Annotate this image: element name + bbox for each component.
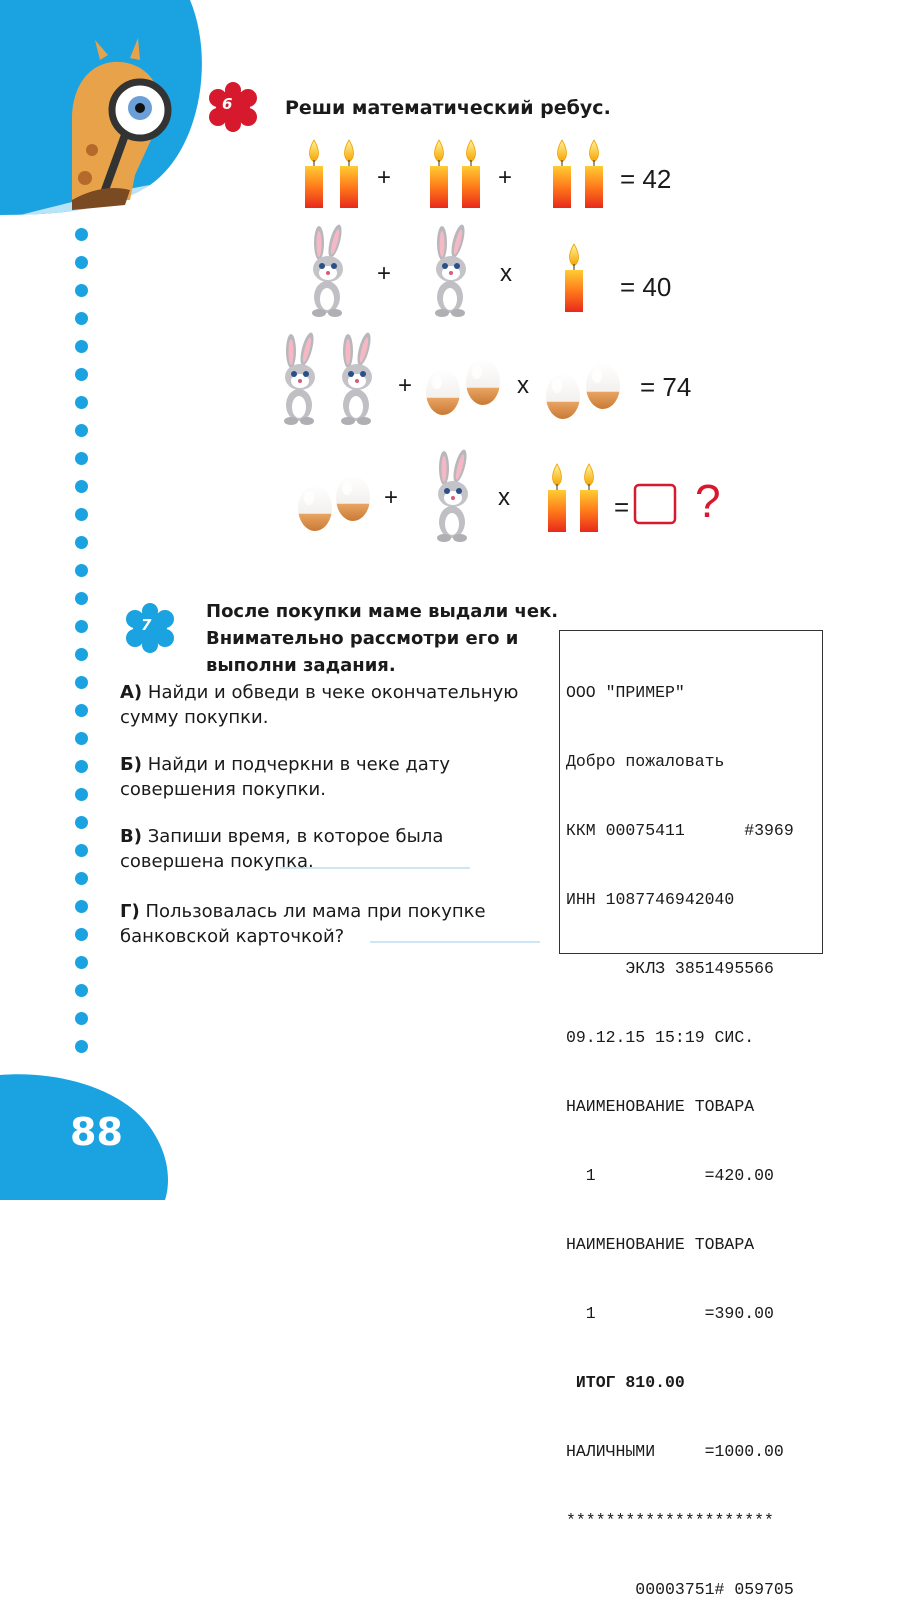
operator: x: [517, 372, 529, 399]
task7-item-a: А) Найди и обведи в чеке окончательную сумму покупки.: [120, 682, 519, 728]
operator: +: [377, 260, 392, 287]
task7-item-d: Г) Пользовалась ли мама при покупке банковской карточкой?: [120, 901, 486, 947]
receipt-line: *********************: [566, 1511, 774, 1530]
page-number: 88: [70, 1110, 123, 1154]
egg-pair-icon: [298, 475, 370, 531]
receipt-line: 00003751# 059705: [566, 1580, 794, 1599]
receipt: [559, 630, 823, 1599]
receipt-line: Добро пожаловать: [566, 752, 725, 771]
receipt-line: 09.12.15 15:19 СИС.: [566, 1028, 755, 1047]
candle-pair-icon: [305, 140, 358, 208]
task7-number: 7: [141, 616, 152, 634]
receipt-line: НАЛИЧНЫМИ =1000.00: [566, 1442, 784, 1461]
task7-item-b: Б) Найди и подчеркни в чеке дату совершения покупки.: [120, 754, 450, 800]
receipt-line: 1 =390.00: [566, 1304, 774, 1323]
candle-pair-icon: [548, 464, 598, 532]
operator: +: [384, 484, 399, 511]
candle-icon: [565, 244, 583, 312]
equation-result: = 42: [620, 164, 672, 194]
receipt-line: ЭКЛЗ 3851495566: [566, 959, 774, 978]
task7-item-c: В) Запиши время, в которое была совершена покупка.: [120, 826, 444, 872]
bunny-icon: [437, 448, 469, 542]
operator: +: [377, 164, 392, 191]
egg-pair-icon: [546, 363, 620, 419]
bunny-icon: [435, 223, 467, 317]
candle-pair-icon: [553, 140, 603, 208]
task6-number: 6: [222, 95, 233, 113]
task6-badge-icon: [209, 82, 257, 132]
bunny-icon: [312, 223, 344, 317]
candle-pair-icon: [430, 140, 480, 208]
operator: +: [498, 164, 513, 191]
task7-title: После покупки маме выдали чек. Внимательно рассмотри его и выполни задания.: [206, 601, 559, 676]
answer-box: [635, 485, 675, 523]
operator: x: [500, 260, 512, 287]
operator: x: [498, 484, 510, 511]
equation-result: = 74: [640, 372, 692, 402]
operator: +: [398, 372, 413, 399]
receipt-line: НАИМЕНОВАНИЕ ТОВАРА: [566, 1097, 755, 1116]
receipt-line: НАИМЕНОВАНИЕ ТОВАРА: [566, 1235, 755, 1254]
equation-result: =: [614, 492, 630, 522]
task6-title: Реши математический ребус.: [285, 97, 611, 119]
equation-result: = 40: [620, 272, 672, 302]
bunny-pair-icon: [284, 331, 373, 425]
egg-pair-icon: [426, 359, 500, 415]
receipt-line: ККМ 00075411 #3969: [566, 821, 794, 840]
receipt-line: ИНН 1087746942040: [566, 890, 735, 909]
receipt-line: ООО "ПРИМЕР": [566, 683, 685, 702]
receipt-total: ИТОГ 810.00: [566, 1373, 685, 1392]
question-mark: ?: [695, 475, 721, 527]
receipt-line: 1 =420.00: [566, 1166, 774, 1185]
